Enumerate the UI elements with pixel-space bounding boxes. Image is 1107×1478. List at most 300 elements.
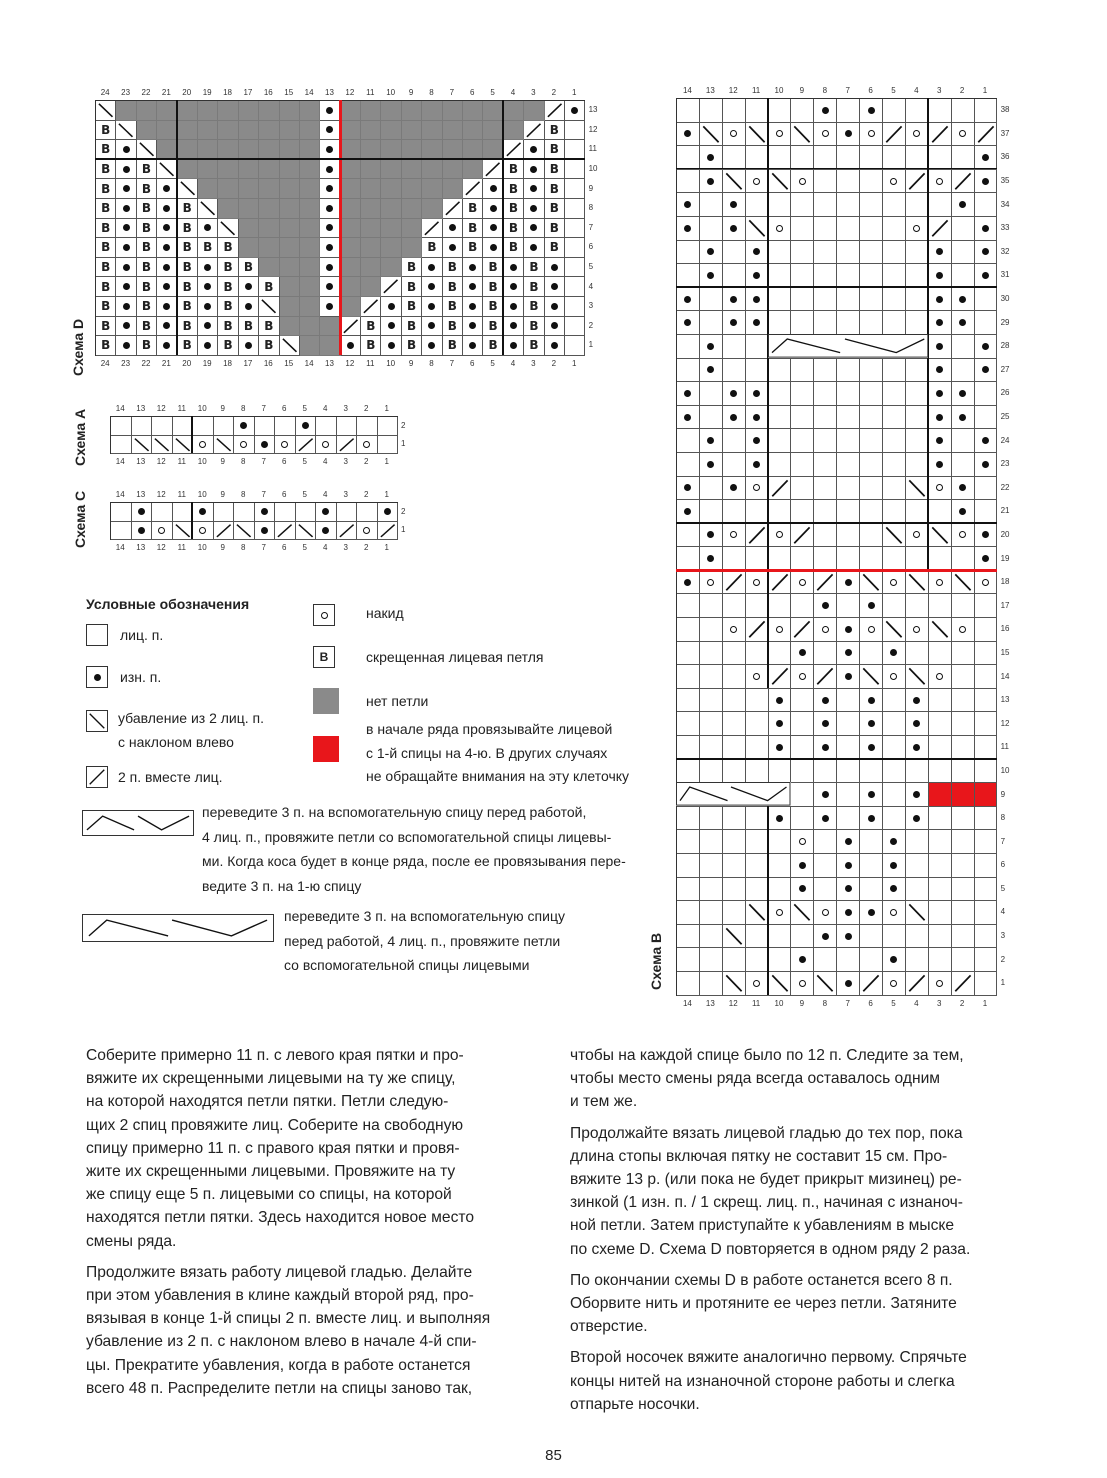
column-number: 6	[282, 404, 287, 413]
column-number: 7	[845, 86, 850, 95]
chart-cell: В	[524, 336, 544, 356]
column-number: 11	[366, 88, 375, 97]
column-number: 10	[197, 457, 207, 466]
chart-cell: В	[524, 258, 544, 278]
chart-cell: В	[545, 121, 565, 141]
column-number: 1	[384, 490, 389, 499]
row-number: 2	[401, 420, 406, 430]
chart-cell: В	[137, 238, 157, 258]
page-number: 85	[545, 1447, 562, 1464]
chart-cell: В	[402, 336, 422, 356]
column-number: 9	[220, 543, 225, 552]
column-number: 7	[261, 490, 266, 499]
legend-cable-short-label: переведите 3 п. на вспомогательную спицу перед работой, 4 лиц. п., провяжите петли со вспомогательной спицы лицевы- ми. Когда коса будет в конце ряда, после ее провязывания пере- ведите 3 п. на 1-ю спицу	[202, 804, 626, 894]
column-number: 8	[429, 88, 434, 97]
row-number: 16	[1000, 624, 1010, 634]
column-number: 3	[531, 88, 536, 97]
column-number: 5	[891, 998, 896, 1008]
column-number: 16	[263, 88, 273, 97]
column-number: 23	[121, 358, 131, 368]
row-number: 19	[1000, 553, 1010, 563]
row-number: 8	[1000, 813, 1006, 823]
chart-cell: В	[524, 297, 544, 317]
chart-cell: В	[259, 277, 279, 297]
column-number: 12	[156, 404, 166, 413]
column-number: 11	[751, 86, 761, 95]
column-number: 3	[531, 358, 536, 368]
legend-title: Условные обозначения	[86, 596, 250, 612]
chart-cell: В	[524, 277, 544, 297]
chart-cell: В	[178, 199, 198, 219]
row-number: 33	[1000, 223, 1010, 233]
row-number: 26	[1000, 388, 1010, 398]
row-number: 1	[401, 525, 406, 535]
legend-ssk-label: убавление из 2 лиц. п. с наклоном влево	[118, 710, 265, 750]
row-number: 5	[1000, 883, 1006, 893]
chart-c-title: Схема С	[72, 490, 88, 548]
column-number: 5	[490, 358, 495, 368]
column-number: 2	[959, 86, 965, 95]
chart-cell: В	[96, 219, 116, 239]
chart-cell: В	[96, 297, 116, 317]
column-number: 2	[364, 457, 369, 466]
chart-cell: В	[137, 219, 157, 239]
legend-knit-label: лиц. п.	[120, 627, 164, 643]
column-number: 6	[282, 543, 287, 552]
chart-cell: В	[178, 219, 198, 239]
column-number: 2	[364, 404, 369, 413]
column-number: 2	[551, 358, 557, 368]
column-number: 8	[429, 358, 434, 368]
column-number: 13	[136, 457, 146, 466]
row-number: 35	[1000, 176, 1010, 186]
row-number: 8	[588, 203, 594, 213]
column-number: 1	[384, 543, 389, 552]
column-number: 12	[345, 358, 355, 368]
column-number: 7	[449, 358, 455, 368]
column-number: 3	[343, 404, 348, 413]
chart-cell: В	[483, 258, 503, 278]
column-number: 13	[136, 543, 146, 552]
chart-cell: В	[463, 199, 483, 219]
column-number: 24	[100, 88, 110, 97]
row-number: 24	[1000, 435, 1010, 445]
column-number: 4	[510, 358, 516, 368]
row-number: 21	[1000, 506, 1010, 516]
chart-cell: В	[137, 277, 157, 297]
column-number: 9	[408, 88, 414, 97]
chart-b-title: Схема В	[648, 932, 664, 990]
column-number: 1	[384, 457, 389, 466]
chart-cell: В	[545, 179, 565, 199]
row-number: 9	[1000, 789, 1006, 799]
column-number: 19	[202, 88, 212, 97]
column-number: 11	[751, 998, 761, 1008]
column-number: 15	[284, 358, 294, 368]
column-number: 5	[302, 457, 307, 466]
chart-cell: В	[178, 297, 198, 317]
column-number: 10	[197, 404, 207, 413]
column-number: 10	[197, 543, 207, 552]
row-number: 7	[1000, 836, 1006, 846]
column-number: 5	[490, 88, 495, 97]
column-number: 12	[728, 86, 738, 95]
chart-cell: В	[361, 317, 381, 337]
chart-cell: В	[178, 238, 198, 258]
chart-cell: В	[137, 179, 157, 199]
column-number: 5	[302, 490, 307, 499]
legend-k2tog-label: 2 п. вместе лиц.	[118, 769, 223, 785]
row-number: 13	[588, 105, 598, 115]
column-number: 7	[261, 404, 266, 413]
row-number: 7	[588, 222, 594, 232]
chart-cell: В	[259, 336, 279, 356]
chart-cell: В	[239, 258, 259, 278]
chart-cell: В	[402, 317, 422, 337]
column-number: 20	[182, 88, 192, 97]
column-number: 7	[261, 543, 266, 552]
chart-cell: В	[137, 199, 157, 219]
row-number: 2	[588, 320, 594, 330]
row-number: 11	[588, 144, 597, 154]
row-number: 30	[1000, 294, 1010, 304]
chart-cell: В	[218, 238, 238, 258]
chart-cell: В	[545, 160, 565, 180]
chart-cell: В	[483, 317, 503, 337]
column-number: 11	[366, 358, 375, 368]
column-number: 11	[177, 457, 186, 466]
column-number: 10	[774, 998, 784, 1008]
legend-purl-label: изн. п.	[120, 669, 162, 685]
chart-cell: В	[137, 258, 157, 278]
column-number: 4	[323, 404, 328, 413]
chart-cell: В	[96, 179, 116, 199]
column-number: 7	[449, 88, 455, 97]
row-number: 31	[1000, 270, 1010, 280]
column-number: 14	[304, 88, 314, 97]
chart-cell: В	[96, 317, 116, 337]
legend-twisted-icon: В	[313, 646, 335, 668]
chart-cell: В	[443, 258, 463, 278]
row-number: 18	[1000, 577, 1010, 587]
column-number: 17	[243, 358, 253, 368]
chart-cell: В	[96, 121, 116, 141]
paragraph: Продолжайте вязать лицевой гладью до тех пор, пока длина стопы включая пятку не составит 15 см. Про- вяжите 13 р. (или пока не будет прикрыт мизинец) ре- зинкой (1 изн. п. / 1 скрещ. лиц. п., начиная с изнаноч- ной петли. Затем приступайте к убавлениям в мыске по схеме D. Схема D повторяется в одном ряду 2 раза.	[570, 1124, 971, 1258]
row-number: 15	[1000, 647, 1010, 657]
chart-cell: В	[178, 277, 198, 297]
chart-cell: В	[137, 297, 157, 317]
column-number: 23	[121, 88, 131, 97]
paragraph: Продолжите вязать работу лицевой гладью. Делайте при этом убавления в клине каждый второй ряд, про- вязывая в конце 1-й спицы 2 п. вместе лиц. и выполняя убавление из 2 п. с наклоном влево в начале 4-й спи- цы. Прекратите убавления, когда в работе останется всего 48 п. Распределите петли на спицы заново так,	[86, 1263, 491, 1397]
row-number: 37	[1000, 128, 1010, 138]
column-number: 14	[115, 457, 125, 466]
column-number: 22	[141, 88, 151, 97]
chart-cell: В	[545, 140, 565, 160]
column-number: 6	[282, 490, 287, 499]
chart-cell: В	[96, 258, 116, 278]
column-number: 12	[345, 88, 355, 97]
column-number: 10	[386, 88, 396, 97]
column-number: 10	[197, 490, 207, 499]
chart-cell: В	[137, 317, 157, 337]
column-number: 9	[799, 998, 805, 1008]
legend-k2tog-icon	[86, 766, 108, 788]
row-number: 27	[1000, 364, 1010, 374]
row-number: 20	[1000, 529, 1010, 539]
chart-cell: В	[96, 238, 116, 258]
column-number: 11	[177, 490, 186, 499]
column-number: 16	[263, 358, 273, 368]
column-number: 8	[241, 543, 246, 552]
column-number: 9	[220, 490, 225, 499]
column-number: 6	[868, 998, 873, 1008]
legend-twisted-label: скрещенная лицевая петля	[366, 649, 544, 665]
chart-cell: В	[96, 277, 116, 297]
chart-cell: В	[178, 317, 198, 337]
column-number: 5	[302, 543, 307, 552]
row-number: 13	[1000, 695, 1010, 705]
column-number: 9	[799, 86, 805, 95]
chart-cell: В	[483, 336, 503, 356]
chart-cell: В	[137, 160, 157, 180]
row-number: 4	[1000, 907, 1006, 917]
chart-cell: В	[402, 258, 422, 278]
row-number: 12	[1000, 718, 1010, 728]
row-number: 12	[588, 124, 598, 134]
chart-cell: В	[463, 219, 483, 239]
column-number: 14	[115, 543, 125, 552]
column-number: 7	[261, 457, 266, 466]
chart-cell: В	[524, 317, 544, 337]
row-number: 23	[1000, 459, 1010, 469]
chart-cell: В	[198, 238, 218, 258]
column-number: 2	[364, 543, 369, 552]
column-number: 13	[325, 88, 334, 97]
column-number: 13	[136, 490, 146, 499]
legend-purl-icon	[86, 666, 108, 688]
row-number: 4	[588, 281, 594, 291]
column-number: 8	[822, 86, 828, 95]
chart-cell: В	[504, 219, 524, 239]
chart-cell: В	[504, 199, 524, 219]
row-number: 29	[1000, 317, 1010, 327]
column-number: 4	[914, 998, 919, 1008]
chart-cell: В	[443, 277, 463, 297]
paragraph: Соберите примерно 11 п. с левого края пятки и про- вяжите их скрещенными лицевыми на ту же спицу, на которой находятся петли пятки. Петли следую- щих 2 спиц провяжите лиц. Соберите на свободную спицу примерно 11 п. с правого края пятки и провя- жите их скрещенными лицевыми. Провяжите на ту же спицу еще 5 п. лицевыми со спицы, на которой находятся петли пятки. Здесь находится новое место смены ряда.	[86, 1047, 475, 1250]
row-number: 1	[401, 439, 406, 449]
row-number: 25	[1000, 412, 1010, 422]
chart-cell: В	[545, 219, 565, 239]
chart-cell: В	[422, 238, 442, 258]
column-number: 13	[705, 86, 715, 95]
body-right	[570, 1044, 1040, 1424]
chart-cell: В	[218, 277, 238, 297]
chart-cell: В	[402, 297, 422, 317]
chart-cell: В	[137, 336, 157, 356]
column-number: 1	[982, 998, 988, 1008]
row-number: 32	[1000, 246, 1010, 256]
column-number: 19	[202, 358, 212, 368]
column-number: 3	[937, 86, 942, 95]
row-number: 2	[401, 506, 406, 516]
column-number: 4	[323, 543, 328, 552]
legend-yo-icon	[313, 604, 335, 626]
column-number: 6	[470, 358, 475, 368]
chart-a-title: Схема А	[72, 408, 88, 466]
chart-cell: В	[504, 238, 524, 258]
row-number: 6	[588, 242, 594, 252]
row-number: 3	[1000, 931, 1006, 941]
legend-cable-short-icon	[82, 810, 194, 836]
column-number: 9	[220, 457, 225, 466]
chart-cell: В	[259, 317, 279, 337]
column-number: 20	[182, 358, 192, 368]
column-number: 3	[343, 490, 348, 499]
row-number: 28	[1000, 341, 1010, 351]
column-number: 21	[161, 358, 171, 368]
legend-ssk-icon	[86, 710, 108, 732]
column-number: 12	[156, 490, 166, 499]
row-number: 10	[1000, 765, 1010, 775]
column-number: 8	[822, 998, 828, 1008]
column-number: 11	[177, 404, 186, 413]
column-number: 5	[302, 404, 307, 413]
column-number: 8	[241, 457, 246, 466]
chart-cell: В	[218, 297, 238, 317]
column-number: 3	[343, 457, 348, 466]
legend-red-icon	[313, 736, 339, 762]
column-number: 2	[364, 490, 369, 499]
row-number: 14	[1000, 671, 1010, 681]
chart-cell: В	[483, 297, 503, 317]
column-number: 11	[177, 543, 186, 552]
chart-cell: В	[443, 336, 463, 356]
column-number: 9	[408, 358, 414, 368]
column-number: 12	[728, 998, 738, 1008]
column-number: 13	[705, 998, 715, 1008]
column-number: 6	[868, 86, 873, 95]
row-number: 1	[588, 340, 594, 350]
column-number: 24	[100, 358, 110, 368]
legend-no-stitch-label: нет петли	[366, 693, 429, 709]
chart-cell: В	[96, 140, 116, 160]
chart-cell: В	[239, 317, 259, 337]
column-number: 14	[115, 490, 125, 499]
row-number: 17	[1000, 600, 1010, 610]
column-number: 10	[774, 86, 784, 95]
row-number: 11	[1000, 742, 1009, 752]
chart-cell: В	[96, 199, 116, 219]
row-number: 38	[1000, 105, 1010, 115]
chart-column-numbers-bottom	[676, 999, 996, 1008]
paragraph: Второй носочек вяжите аналогично первому. Спрячьте концы нитей на изнаночной стороне работы и слегка отпарьте носочки.	[570, 1349, 967, 1413]
column-number: 14	[115, 404, 125, 413]
row-number: 5	[588, 262, 594, 272]
chart-d-title: Схема D	[70, 318, 86, 376]
column-number: 1	[384, 404, 389, 413]
column-number: 1	[982, 86, 988, 95]
column-number: 14	[682, 998, 692, 1008]
chart-cell: В	[483, 277, 503, 297]
chart-cell: В	[178, 258, 198, 278]
legend-red-label: в начале ряда провязывайте лицевой с 1-й спицы на 4-ю. В других случаях не обращайте внимания на эту клеточку	[366, 721, 630, 784]
chart-cell: В	[218, 336, 238, 356]
legend-knit-icon	[86, 624, 108, 646]
column-number: 4	[323, 457, 328, 466]
chart-cell: В	[463, 238, 483, 258]
legend-yo-label: накид	[366, 605, 404, 621]
column-number: 9	[220, 404, 225, 413]
row-number: 34	[1000, 199, 1010, 209]
chart-cell: В	[96, 160, 116, 180]
column-number: 3	[937, 998, 942, 1008]
row-number: 9	[588, 183, 594, 193]
legend-cable-long-icon	[82, 914, 274, 942]
column-number: 13	[325, 358, 334, 368]
chart-cell: В	[218, 317, 238, 337]
row-number: 10	[588, 164, 598, 174]
column-number: 14	[682, 86, 692, 95]
column-number: 4	[323, 490, 328, 499]
paragraph: По окончании схемы D в работе останется всего 8 п. Оборвите нить и протяните ее через петли. Затяните отверстие.	[570, 1271, 957, 1336]
chart-cell: В	[443, 317, 463, 337]
column-number: 22	[141, 358, 151, 368]
chart-cell: В	[443, 297, 463, 317]
column-number: 3	[343, 543, 348, 552]
chart-cell: В	[504, 179, 524, 199]
column-number: 10	[386, 358, 396, 368]
row-number: 36	[1000, 152, 1010, 162]
legend-no-stitch-icon	[313, 688, 339, 714]
column-number: 5	[891, 86, 896, 95]
column-number: 14	[304, 358, 314, 368]
column-number: 2	[551, 88, 557, 97]
column-number: 21	[161, 88, 171, 97]
chart-cell: В	[218, 258, 238, 278]
row-number: 6	[1000, 860, 1006, 870]
column-number: 8	[241, 404, 246, 413]
column-number: 12	[156, 457, 166, 466]
chart-cell: В	[178, 336, 198, 356]
row-number: 22	[1000, 482, 1010, 492]
column-number: 4	[914, 86, 919, 95]
column-number: 2	[959, 998, 965, 1008]
column-number: 15	[284, 88, 294, 97]
column-number: 6	[282, 457, 287, 466]
column-number: 7	[845, 998, 850, 1008]
column-number: 6	[470, 88, 475, 97]
column-number: 17	[243, 88, 253, 97]
column-number: 13	[136, 404, 146, 413]
legend-cable-long-label: переведите 3 п. на вспомогательную спицу перед работой, 4 лиц. п., провяжите петли со вспомогательной спицы лицевыми	[284, 908, 565, 973]
column-number: 18	[223, 358, 232, 368]
column-number: 1	[571, 358, 577, 368]
chart-cell: В	[545, 238, 565, 258]
chart-cell: В	[545, 199, 565, 219]
body-left	[86, 1044, 546, 1408]
column-number: 18	[223, 88, 232, 97]
paragraph: чтобы на каждой спице было по 12 п. Следите за тем, чтобы место смены ряда всегда оставалось одним и тем же.	[570, 1047, 964, 1111]
row-number: 3	[588, 301, 594, 311]
chart-cell: В	[96, 336, 116, 356]
column-number: 12	[156, 543, 166, 552]
chart-cell: В	[361, 336, 381, 356]
row-number: 1	[1000, 978, 1006, 988]
column-number: 1	[571, 88, 577, 97]
column-number: 4	[510, 88, 516, 97]
chart-cell: В	[402, 277, 422, 297]
chart-cell: В	[504, 160, 524, 180]
